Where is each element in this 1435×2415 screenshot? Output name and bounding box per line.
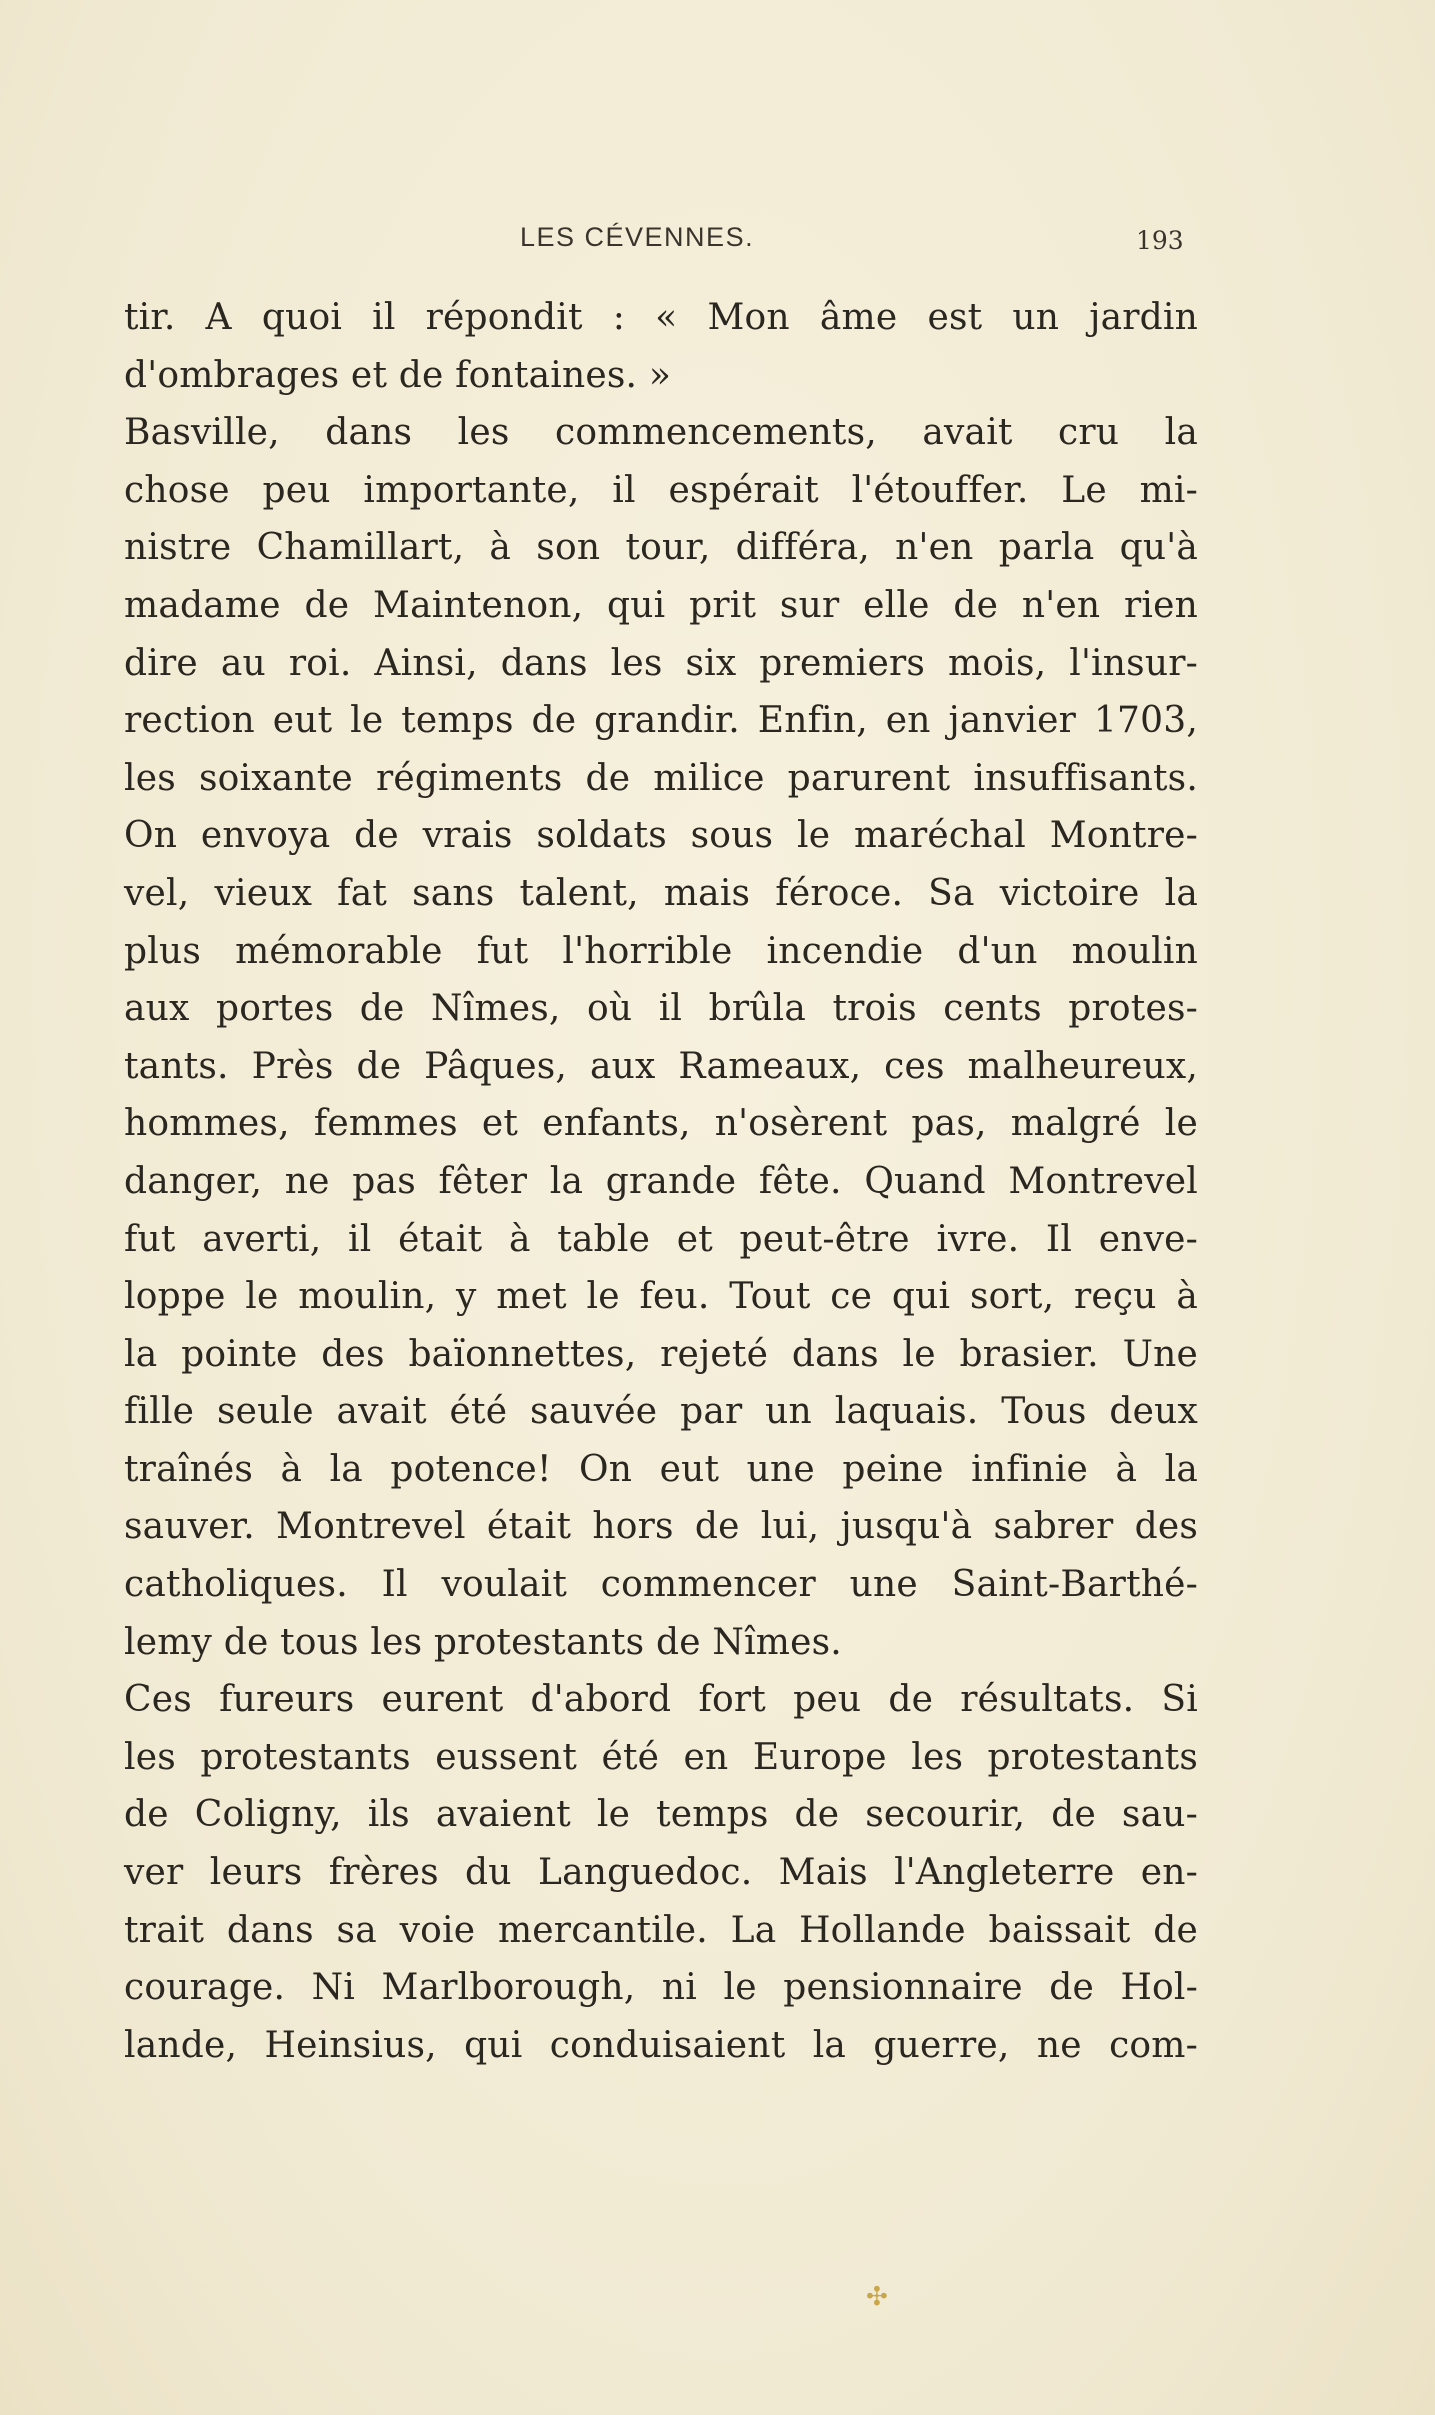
text-line: la pointe des baïonnettes, rejeté dans le brasier. Une (124, 1333, 1198, 1375)
text-line: les soixante régiments de milice parurent insuffisants. (124, 757, 1198, 799)
text-line: traînés à la potence! On eut une peine infinie à la (124, 1448, 1198, 1490)
text-line: de Coligny, ils avaient le temps de secourir, de sau- (124, 1794, 1198, 1836)
text-line: danger, ne pas fêter la grande fête. Quand Montrevel (124, 1160, 1198, 1202)
text-line: fut averti, il était à table et peut-être ivre. Il enve- (124, 1218, 1198, 1260)
text-line: madame de Maintenon, qui prit sur elle de n'en rien (124, 584, 1198, 626)
body-text (124, 289, 1198, 2074)
text-line: hommes, femmes et enfants, n'osèrent pas, malgré le (124, 1103, 1198, 1145)
text-line: tants. Près de Pâques, aux Rameaux, ces malheureux, (124, 1045, 1198, 1087)
text-line: lemy de tous les protestants de Nîmes. (124, 1621, 842, 1663)
text-line: rection eut le temps de grandir. Enfin, en janvier 1703, (124, 700, 1198, 742)
running-title: LES CÉVENNES. (520, 222, 755, 252)
printer-mark-icon: ✣ (866, 2282, 888, 2312)
text-line: loppe le moulin, y met le feu. Tout ce qui sort, reçu à (124, 1276, 1198, 1318)
text-line: On envoya de vrais soldats sous le maréchal Montre- (124, 815, 1198, 857)
text-line: sauver. Montrevel était hors de lui, jusqu'à sabrer des (124, 1506, 1198, 1548)
paragraph-start-line: Basville, dans les commencements, avait cru la (124, 412, 1198, 454)
text-line: plus mémorable fut l'horrible incendie d'un moulin (124, 930, 1198, 972)
text-line: les protestants eussent été en Europe les protestants (124, 1736, 1198, 1778)
text-line: aux portes de Nîmes, où il brûla trois cents protes- (124, 988, 1198, 1030)
text-line: lande, Heinsius, qui conduisaient la guerre, ne com- (124, 2024, 1198, 2066)
text-line: nistre Chamillart, à son tour, différa, n'en parla qu'à (124, 527, 1198, 569)
running-head (0, 222, 1435, 262)
paragraph-start-line: Ces fureurs eurent d'abord fort peu de résultats. Si (124, 1679, 1198, 1721)
text-line: ver leurs frères du Languedoc. Mais l'Angleterre en- (124, 1852, 1198, 1894)
text-line: fille seule avait été sauvée par un laquais. Tous deux (124, 1391, 1198, 1433)
text-line: vel, vieux fat sans talent, mais féroce. Sa victoire la (124, 872, 1198, 914)
text-line: courage. Ni Marlborough, ni le pensionnaire de Hol- (124, 1967, 1198, 2009)
text-line: catholiques. Il voulait commencer une Saint-Barthé- (124, 1564, 1198, 1606)
text-line: d'ombrages et de fontaines. » (124, 354, 672, 396)
page-number: 193 (1136, 226, 1184, 255)
text-line: tir. A quoi il répondit : « Mon âme est un jardin (124, 297, 1198, 338)
text-line: dire au roi. Ainsi, dans les six premiers mois, l'insur- (124, 642, 1198, 684)
text-line: chose peu importante, il espérait l'étouffer. Le mi- (124, 469, 1198, 511)
text-line: trait dans sa voie mercantile. La Hollande baissait de (124, 1909, 1198, 1951)
